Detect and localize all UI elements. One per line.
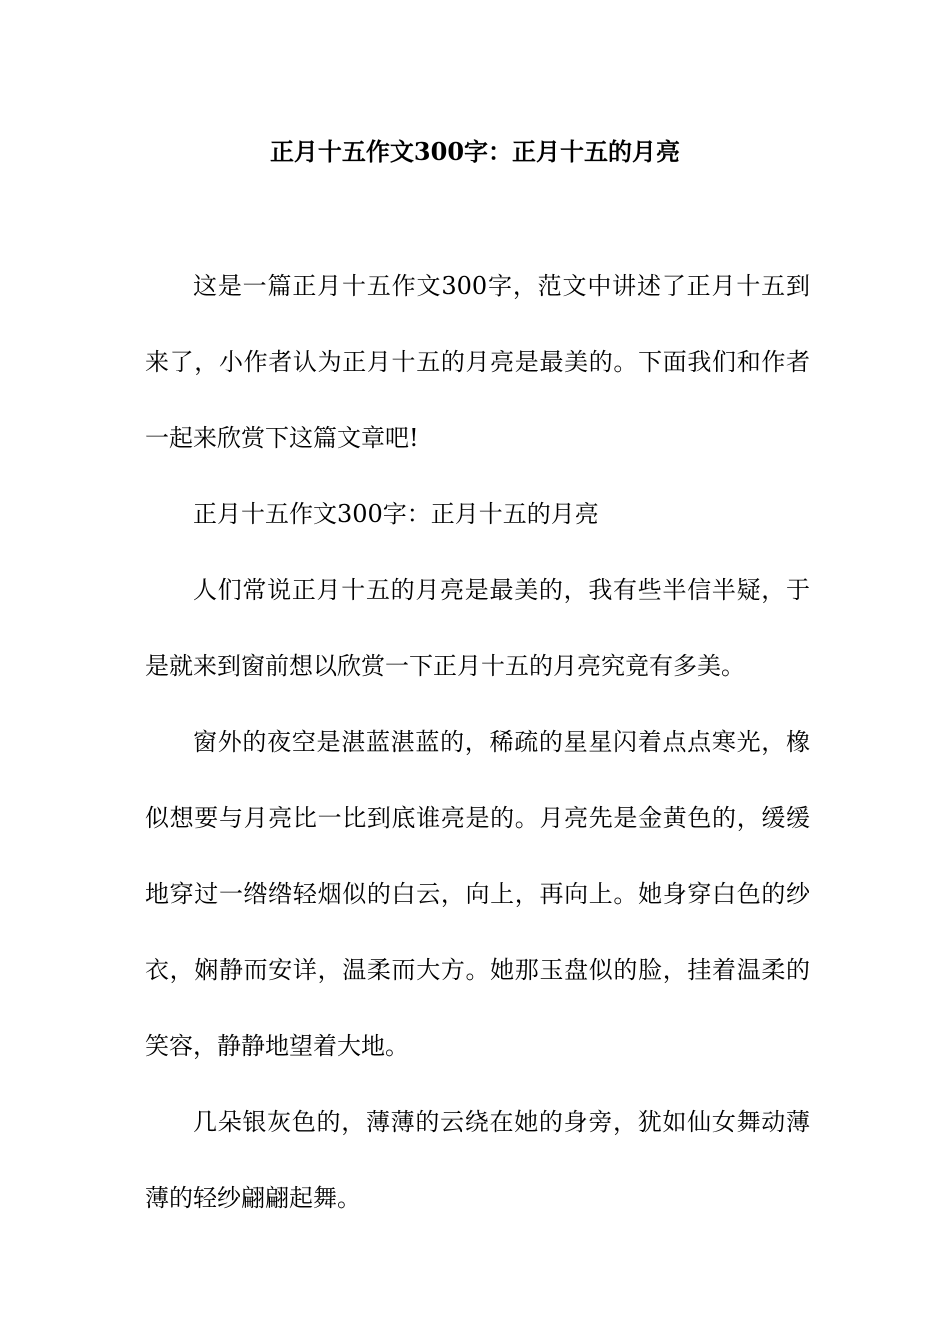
essay-heading: 正月十五作文300字：正月十五的月亮 xyxy=(193,500,599,528)
body-paragraph: 人们常说正月十五的月亮是最美的，我有些半信半疑，于是就来到窗前想以欣赏一下正月十五的月亮究竟有多美。 xyxy=(145,576,810,680)
intro-paragraph: 这是一篇正月十五作文300字，范文中讲述了正月十五到来了，小作者认为正月十五的月亮是最美的。下面我们和作者一起来欣赏下这篇文章吧! xyxy=(145,272,810,452)
document-title: 正月十五作文300字：正月十五的月亮 xyxy=(269,137,681,166)
document-body xyxy=(145,248,810,1236)
body-paragraph: 几朵银灰色的，薄薄的云绕在她的身旁，犹如仙女舞动薄薄的轻纱翩翩起舞。 xyxy=(145,1108,810,1212)
body-paragraph: 窗外的夜空是湛蓝湛蓝的，稀疏的星星闪着点点寒光，橡似想要与月亮比一比到底谁亮是的。月亮先是金黄色的，缓缓地穿过一绺绺轻烟似的白云，向上，再向上。她身穿白色的纱衣，娴静而安详，温柔而大方。她那玉盘似的脸，挂着温柔的笑容，静静地望着大地。 xyxy=(145,728,810,1060)
